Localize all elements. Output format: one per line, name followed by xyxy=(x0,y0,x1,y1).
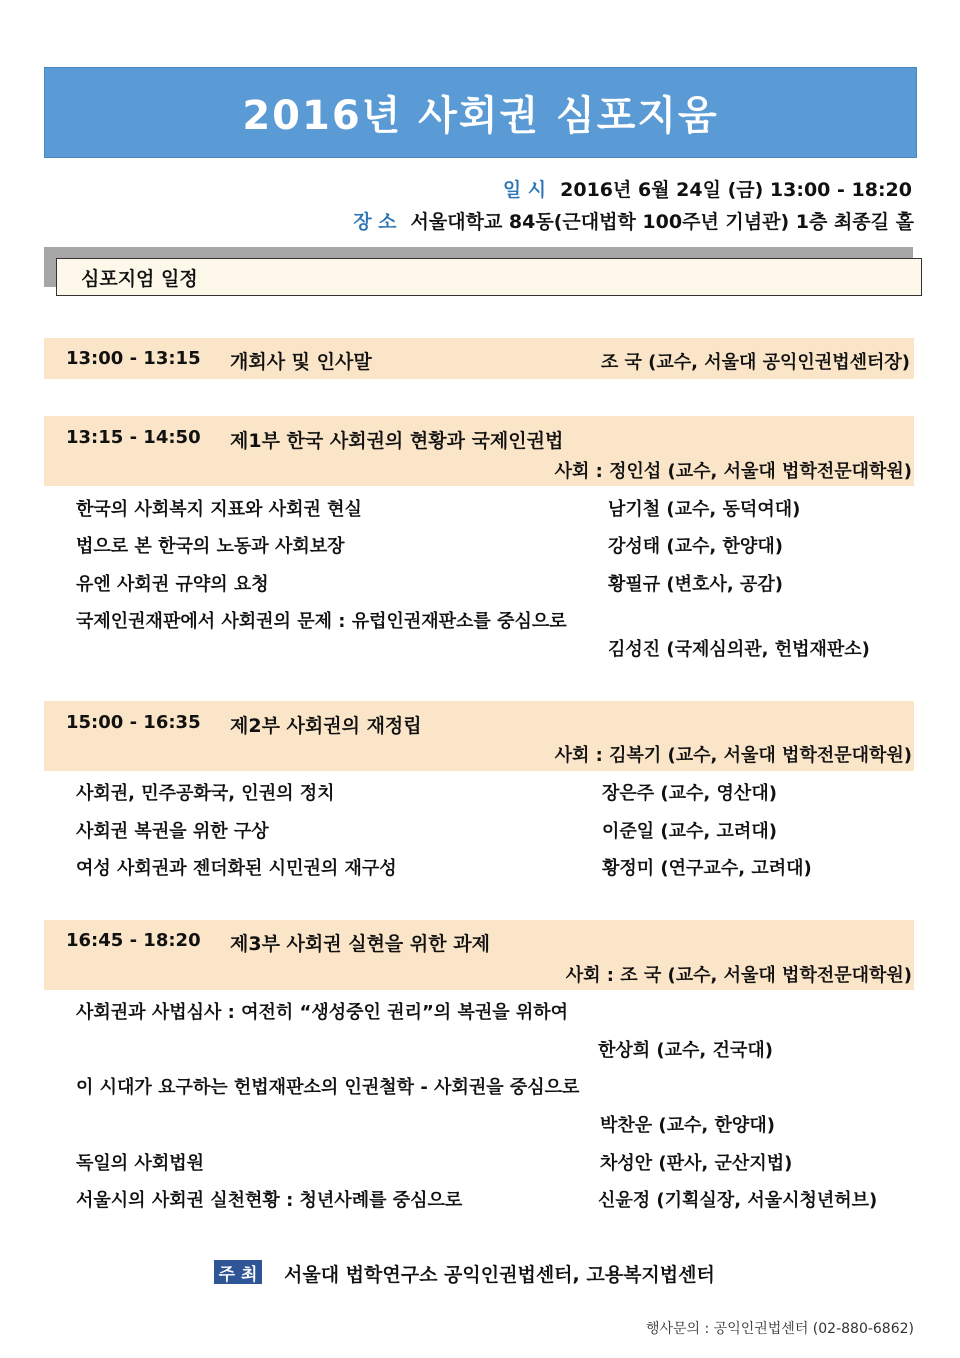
part1-talk-speaker: 김성진 (국제심의관, 헌법재판소) xyxy=(608,639,870,660)
part3-talk-speaker: 한상희 (교수, 건국대) xyxy=(598,1040,773,1061)
part1-time: 13:15 - 14:50 xyxy=(66,427,201,448)
schedule-heading: 심포지엄 일정 xyxy=(81,267,198,290)
part1-talk-topic: 유엔 사회권 규약의 요청 xyxy=(76,574,269,595)
date-line xyxy=(503,175,912,202)
part3-talk-topic: 사회권과 사법심사 : 여전히 “생성중인 권리”의 복권을 위하여 xyxy=(76,1002,569,1023)
part3-talk-speaker: 신윤정 (기획실장, 서울시청년허브) xyxy=(598,1190,878,1211)
part3-talk-speaker: 차성안 (판사, 군산지법) xyxy=(600,1153,793,1174)
date-value: 2016년 6월 24일 (금) 13:00 - 18:20 xyxy=(560,179,912,201)
part1-talk-speaker: 황필규 (변호사, 공감) xyxy=(608,574,783,595)
part2-talk-topic: 여성 사회권과 젠더화된 시민권의 재구성 xyxy=(76,858,397,879)
part1-moderator: 사회 : 정인섭 (교수, 서울대 법학전문대학원) xyxy=(554,461,912,482)
part2-talk-topic: 사회권, 민주공화국, 인권의 정치 xyxy=(76,783,335,804)
host-badge xyxy=(214,1260,262,1284)
host-value: 서울대 법학연구소 공익인권법센터, 고용복지법센터 xyxy=(284,1264,715,1286)
part2-moderator: 사회 : 김복기 (교수, 서울대 법학전문대학원) xyxy=(554,745,912,766)
contact-info: 행사문의 : 공익인권법센터 (02-880-6862) xyxy=(645,1321,914,1337)
part3-talk-topic: 독일의 사회법원 xyxy=(76,1153,204,1174)
part1-talk-speaker: 강성태 (교수, 한양대) xyxy=(608,536,783,557)
part3-time: 16:45 - 18:20 xyxy=(66,930,201,951)
part1-talk-topic: 국제인권재판에서 사회권의 문제 : 유럽인권재판소를 중심으로 xyxy=(76,611,567,632)
part3-moderator: 사회 : 조 국 (교수, 서울대 법학전문대학원) xyxy=(565,965,912,986)
part1-title: 제1부 한국 사회권의 현황과 국제인권법 xyxy=(230,430,564,452)
place-label: 장 소 xyxy=(353,211,397,233)
part1-talk-topic: 한국의 사회복지 지표와 사회권 현실 xyxy=(76,499,362,520)
part2-time: 15:00 - 16:35 xyxy=(66,712,201,733)
part2-talk-speaker: 황정미 (연구교수, 고려대) xyxy=(602,858,812,879)
opening-speaker: 조 국 (교수, 서울대 공익인권법센터장) xyxy=(600,352,910,373)
opening-title: 개회사 및 인사말 xyxy=(230,351,372,373)
part3-talk-topic: 서울시의 사회권 실천현황 : 청년사례를 중심으로 xyxy=(76,1190,463,1211)
part3-talk-topic: 이 시대가 요구하는 헌법재판소의 인권철학 - 사회권을 중심으로 xyxy=(76,1077,580,1098)
opening-time: 13:00 - 13:15 xyxy=(66,348,201,369)
host-label: 주 최 xyxy=(218,1264,258,1285)
place-value: 서울대학교 84동(근대법학 100주년 기념관) 1층 최종길 홀 xyxy=(410,211,914,233)
date-label: 일 시 xyxy=(502,179,547,201)
part1-talk-topic: 법으로 본 한국의 노동과 사회보장 xyxy=(76,536,345,557)
part3-talk-speaker: 박찬운 (교수, 한양대) xyxy=(600,1115,775,1136)
part2-talk-speaker: 장은주 (교수, 영산대) xyxy=(602,783,777,804)
part3-title: 제3부 사회권 실현을 위한 과제 xyxy=(230,933,490,955)
part2-talk-speaker: 이준일 (교수, 고려대) xyxy=(602,821,777,842)
schedule-heading-box xyxy=(56,258,922,296)
part2-title: 제2부 사회권의 재정립 xyxy=(230,715,422,737)
part1-talk-speaker: 남기철 (교수, 동덕여대) xyxy=(608,499,801,520)
title-banner xyxy=(44,67,917,158)
part2-talk-topic: 사회권 복권을 위한 구상 xyxy=(76,821,269,842)
place-line xyxy=(353,207,914,234)
page-title: 2016년 사회권 심포지움 xyxy=(242,93,719,139)
